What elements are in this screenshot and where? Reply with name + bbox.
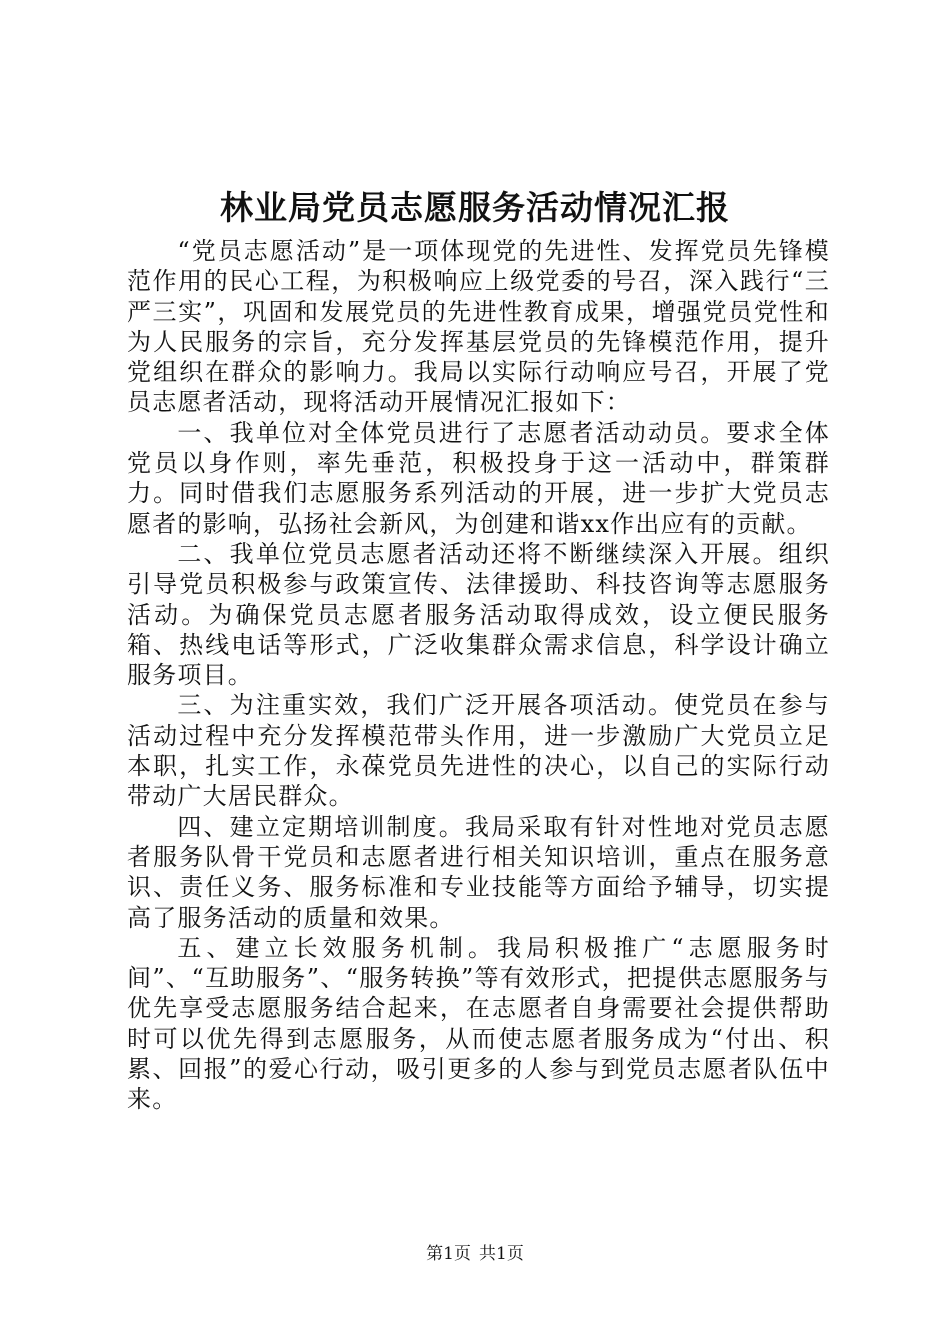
page-number: 第1页 [426,1244,471,1264]
paragraph-item-3: 三、为注重实效，我们广泛开展各项活动。使党员在参与活动过程中充分发挥模范带头作用，进一步激励广大党员立足本职，扎实工作，永葆党员先进性的决心，以自己的实际行动带动广大居民群众。 [127,691,830,811]
page-title: 林业局党员志愿服务活动情况汇报 [220,188,730,227]
paragraph-item-5: 五、建立长效服务机制。我局积极推广“志愿服务时间”、“互助服务”、“服务转换”等有效形式，把提供志愿服务与优先享受志愿服务结合起来，在志愿者自身需要社会提供帮助时可以优先得到志愿服务，从而使志愿者服务成为“付出、积累、回报”的爱心行动，吸引更多的人参与到党员志愿者队伍中来。 [127,933,830,1114]
page-total: 共1页 [479,1244,524,1264]
paragraph-item-2: 二、我单位党员志愿者活动还将不断继续深入开展。组织引导党员积极参与政策宣传、法律援助、科技咨询等志愿服务活动。为确保党员志愿者服务活动取得成效，设立便民服务箱、热线电话等形式，广泛收集群众需求信息，科学设计确立服务项目。 [127,539,830,690]
paragraph-intro: “党员志愿活动”是一项体现党的先进性、发挥党员先锋模范作用的民心工程，为积极响应上级党委的号召，深入践行“三严三实”，巩固和发展党员的先进性教育成果，增强党员党性和为人民服务的宗旨，充分发挥基层党员的先锋模范作用，提升党组织在群众的影响力。我局以实际行动响应号召，开展了党员志愿者活动，现将活动开展情况汇报如下： [127,237,830,417]
page-footer [0,1242,950,1266]
paragraph-item-1: 一、我单位对全体党员进行了志愿者活动动员。要求全体党员以身作则，率先垂范，积极投身于这一活动中，群策群力。同时借我们志愿服务系列活动的开展，进一步扩大党员志愿者的影响，弘扬社会新风，为创建和谐xx作出应有的贡献。 [127,418,830,538]
paragraph-item-4: 四、建立定期培训制度。我局采取有针对性地对党员志愿者服务队骨干党员和志愿者进行相关知识培训，重点在服务意识、责任义务、服务标准和专业技能等方面给予辅导，切实提高了服务活动的质量和效果。 [127,812,830,932]
document-body [127,236,830,1115]
